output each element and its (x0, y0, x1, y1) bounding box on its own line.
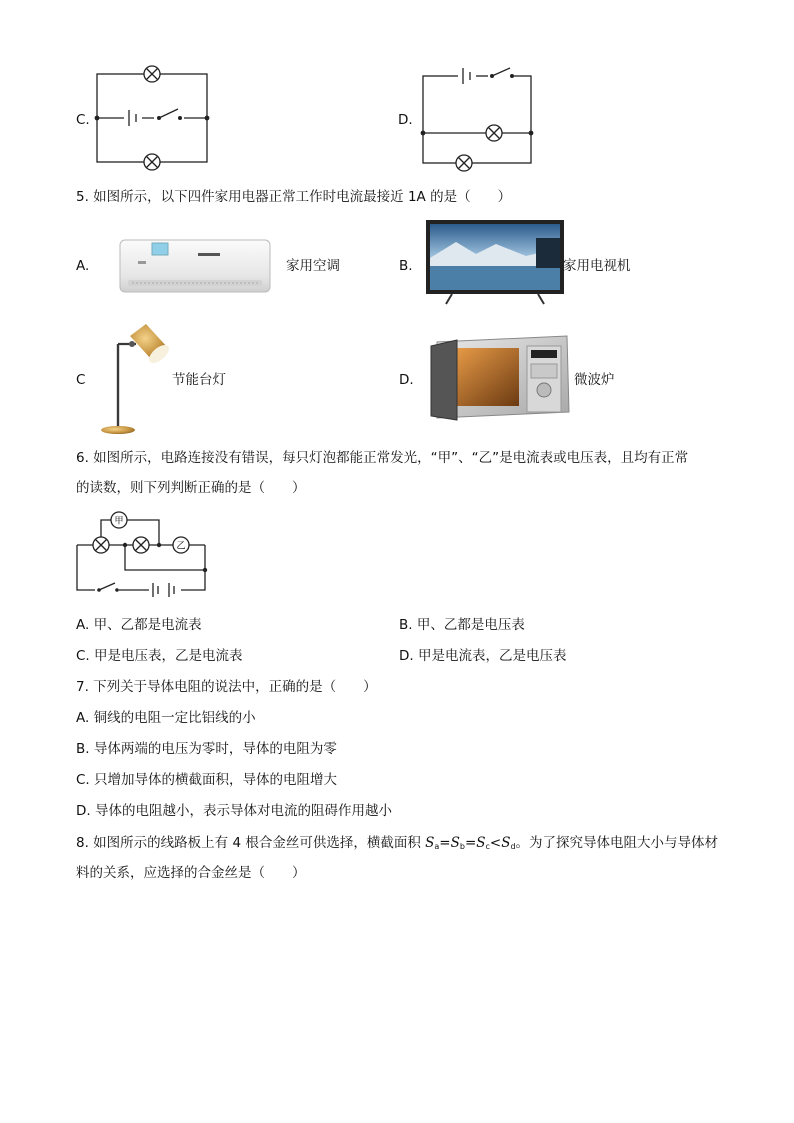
lamp-icon (133, 537, 149, 553)
q5-option-d-caption: 微波炉 (574, 372, 615, 388)
sub-d: d (510, 842, 516, 851)
q6-circuit-diagram (75, 510, 215, 605)
eq-1: = (439, 835, 451, 851)
q7-stem: 7. 下列关于导体电阻的说法中，正确的是（ ） (76, 679, 377, 695)
lamp-icon (144, 154, 160, 170)
meter-jia-label: 甲 (114, 516, 124, 527)
q7-option-d: D. 导体的电阻越小，表示导体对电流的阻碍作用越小 (76, 803, 392, 819)
lt: < (489, 835, 502, 851)
q5-option-a-letter: A. (76, 258, 90, 274)
q8-stem-line1 (76, 834, 718, 856)
q5-stem: 5. 如图所示，以下四件家用电器正常工作时电流最接近 1A 的是（ ） (76, 189, 512, 205)
q4-option-c-label: C. (76, 112, 90, 128)
q7-option-c: C. 只增加导体的横截面积，导体的电阻增大 (76, 772, 338, 788)
sub-a: a (434, 842, 440, 851)
q5-option-d-letter: D. (399, 372, 414, 388)
q5-option-c-letter: C (76, 372, 86, 388)
sub-c: c (485, 842, 490, 851)
q4-option-d-label: D. (398, 112, 413, 128)
q8-stem-line2: 料的关系，应选择的合金丝是（ ） (76, 865, 306, 881)
lamp-icon (486, 125, 502, 141)
sub-b: b (459, 842, 465, 851)
air-conditioner-image (118, 236, 278, 296)
desk-lamp-image (98, 318, 178, 436)
meter-jia-icon (111, 512, 127, 528)
q4-circuit-d (420, 70, 540, 170)
area-s-a: S (425, 835, 435, 851)
q6-option-a: A. 甲、乙都是电流表 (76, 617, 202, 633)
q6-stem-line1: 6. 如图所示，电路连接没有错误，每只灯泡都能正常发光，“甲”、“乙”是电流表或电压表，且均有正常 (76, 450, 689, 466)
television-image (426, 220, 566, 310)
q8-stem-pre: 8. 如图所示的线路板上有 4 根合金丝可供选择，横截面积 (76, 835, 426, 851)
lamp-icon (456, 155, 472, 171)
q5-option-a-caption: 家用空调 (286, 258, 340, 274)
area-s-b: S (450, 835, 460, 851)
q5-option-b-letter: B. (399, 258, 413, 274)
q8-stem-post: 。为了探究导体电阻大小与导体材 (515, 835, 719, 851)
eq-2: = (464, 835, 477, 851)
q6-stem-line2: 的读数，则下列判断正确的是（ ） (76, 480, 306, 496)
lamp-icon (144, 66, 160, 82)
q5-option-b-caption: 家用电视机 (563, 258, 631, 274)
area-s-c: S (476, 835, 486, 851)
q6-option-b: B. 甲、乙都是电压表 (399, 617, 525, 633)
area-s-d: S (501, 835, 511, 851)
q6-option-c: C. 甲是电压表，乙是电流表 (76, 648, 243, 664)
q7-option-a: A. 铜线的电阻一定比铝线的小 (76, 710, 256, 726)
microwave-oven-image (427, 332, 572, 427)
q6-option-d: D. 甲是电流表，乙是电压表 (399, 648, 567, 664)
meter-yi-label: 乙 (176, 541, 186, 552)
lamp-icon (93, 537, 109, 553)
q7-option-b: B. 导体两端的电压为零时，导体的电阻为零 (76, 741, 337, 757)
q4-circuit-c (94, 68, 214, 168)
q5-option-c-caption: 节能台灯 (172, 372, 226, 388)
meter-yi-icon (173, 537, 189, 553)
